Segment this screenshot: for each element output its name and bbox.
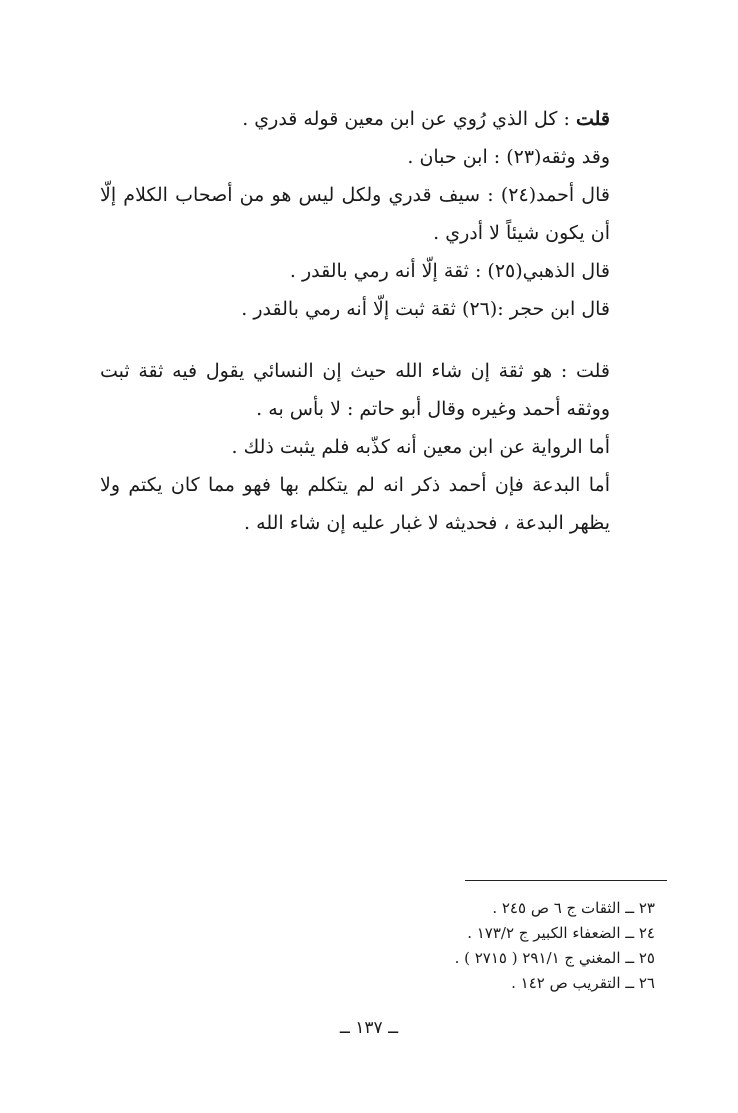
footnote-divider	[465, 880, 667, 881]
footnote-26: ٢٦ ــ التقريب ص ١٤٢ .	[511, 974, 655, 992]
paragraph-6: قلت : هو ثقة إن شاء الله حيث إن النسائي يقول فيه ثقة ثبت ووثقه أحمد وغيره وقال أبو حاتم : لا بأس به .	[100, 360, 610, 420]
paragraph-gap	[100, 328, 655, 352]
paragraph-4: قال الذهبي(٢٥) : ثقة إلّا أنه رمي بالقدر .	[289, 260, 610, 282]
footnotes	[380, 896, 655, 996]
paragraph-7: أما الرواية عن ابن معين أنه كذّبه فلم يثبت ذلك .	[231, 436, 610, 458]
footnote-25: ٢٥ ــ المغني ج ٢٩١/١ ( ٢٧١٥ ) .	[454, 949, 655, 967]
paragraph-1	[100, 100, 655, 138]
paragraph-1-text: : كل الذي رُوي عن ابن معين قوله قدري .	[242, 108, 576, 130]
page-number: ــ ١٣٧ ــ	[339, 1018, 399, 1038]
footnote-24: ٢٤ ــ الضعفاء الكبير ج ١٧٣/٢ .	[467, 924, 655, 942]
paragraph-5: قال ابن حجر :(٢٦) ثقة ثبت إلّا أنه رمي بالقدر .	[241, 298, 610, 320]
main-text	[100, 100, 655, 542]
paragraph-8: أما البدعة فإن أحمد ذكر انه لم يتكلم بها فهو مما كان يكتم ولا يظهر البدعة ، فحديثه لا غبار عليه إن شاء الله .	[100, 474, 610, 534]
footnote-23: ٢٣ ــ الثقات ج ٦ ص ٢٤٥ .	[492, 899, 655, 917]
paragraph-2: وقد وثقه(٢٣) : ابن حبان .	[407, 146, 610, 168]
paragraph-1-lead: قلت	[575, 108, 610, 130]
paragraph-3: قال أحمد(٢٤) : سيف قدري ولكل ليس هو من أصحاب الكلام إلّا أن يكون شيئاً لا أدري .	[100, 184, 610, 244]
